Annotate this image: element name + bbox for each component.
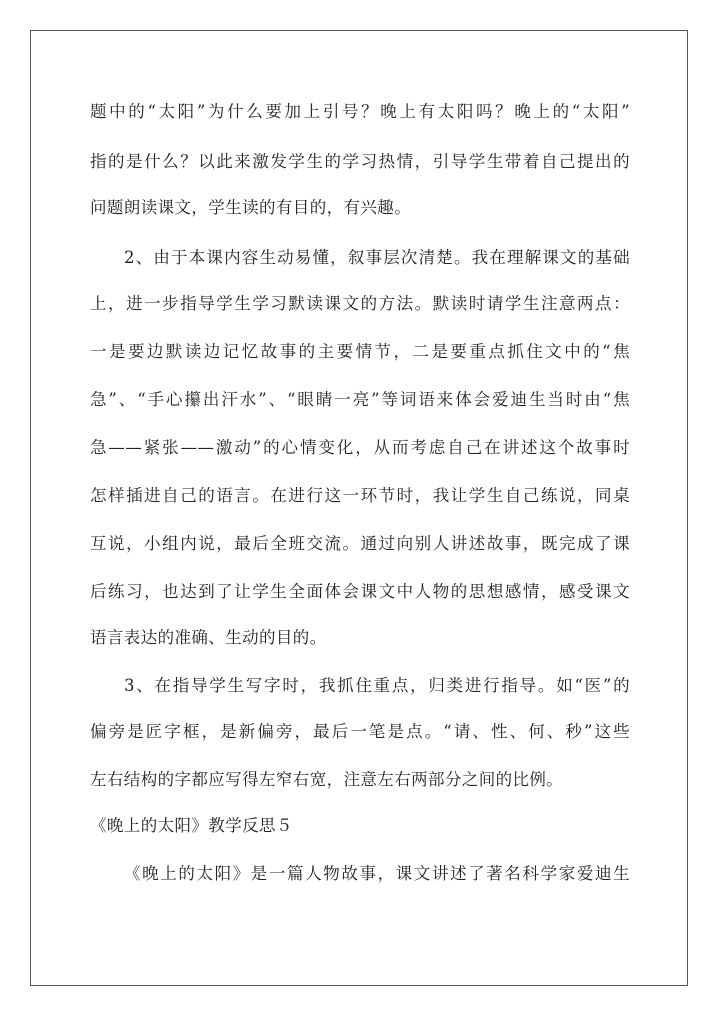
body-line-14: 偏旁是匠字框，是新偏旁，最后一笔是点。“请、性、何、秒”这些 [90,722,630,741]
body-line-10: 互说，小组内说，最后全班交流。通过向别人讲述故事，既完成了课 [90,534,630,553]
body-line-6: 一是要边默读边记忆故事的主要情节，二是要重点抓住文中的“焦 [90,342,630,361]
page-border [30,30,688,986]
body-line-15: 左右结构的字都应写得左窄右宽，注意左右两部分之间的比例。 [90,770,564,789]
body-line-8: 急——紧张——激动”的心情变化，从而考虑自己在讲述这个故事时 [90,438,630,457]
body-line-12: 语言表达的准确、生动的目的。 [90,628,327,647]
body-line-1: 题中的“太阳”为什么要加上引号？晚上有太阳吗？晚上的“太阳” [90,102,630,121]
section-heading: 《晚上的太阳》教学反思５ [90,816,293,835]
body-line-2: 指的是什么？以此来激发学生的学习热情，引导学生带着自己提出的 [90,152,630,171]
body-line-5: 上，进一步指导学生学习默读课文的方法。默读时请学生注意两点： [90,294,630,313]
body-line-3: 问题朗读课文，学生读的有目的，有兴趣。 [90,198,412,217]
body-line-11: 后练习，也达到了让学生全面体会课文中人物的思想感情，感受课文 [90,582,630,601]
paragraph-3-line-1: 3、在指导学生写字时，我抓住重点，归类进行指导。如“医”的 [124,676,630,695]
body-line-9: 怎样插进自己的语言。在进行这一环节时，我让学生自己练说，同桌 [90,486,630,505]
body-line-7: 急”、“手心攥出汗水”、“眼睛一亮”等词语来体会爱迪生当时由“焦 [90,390,630,409]
paragraph-2-line-1: 2、由于本课内容生动易懂，叙事层次清楚。我在理解课文的基础 [124,248,630,267]
paragraph-4-line-1: 《晚上的太阳》是一篇人物故事，课文讲述了著名科学家爱迪生 [124,864,630,883]
